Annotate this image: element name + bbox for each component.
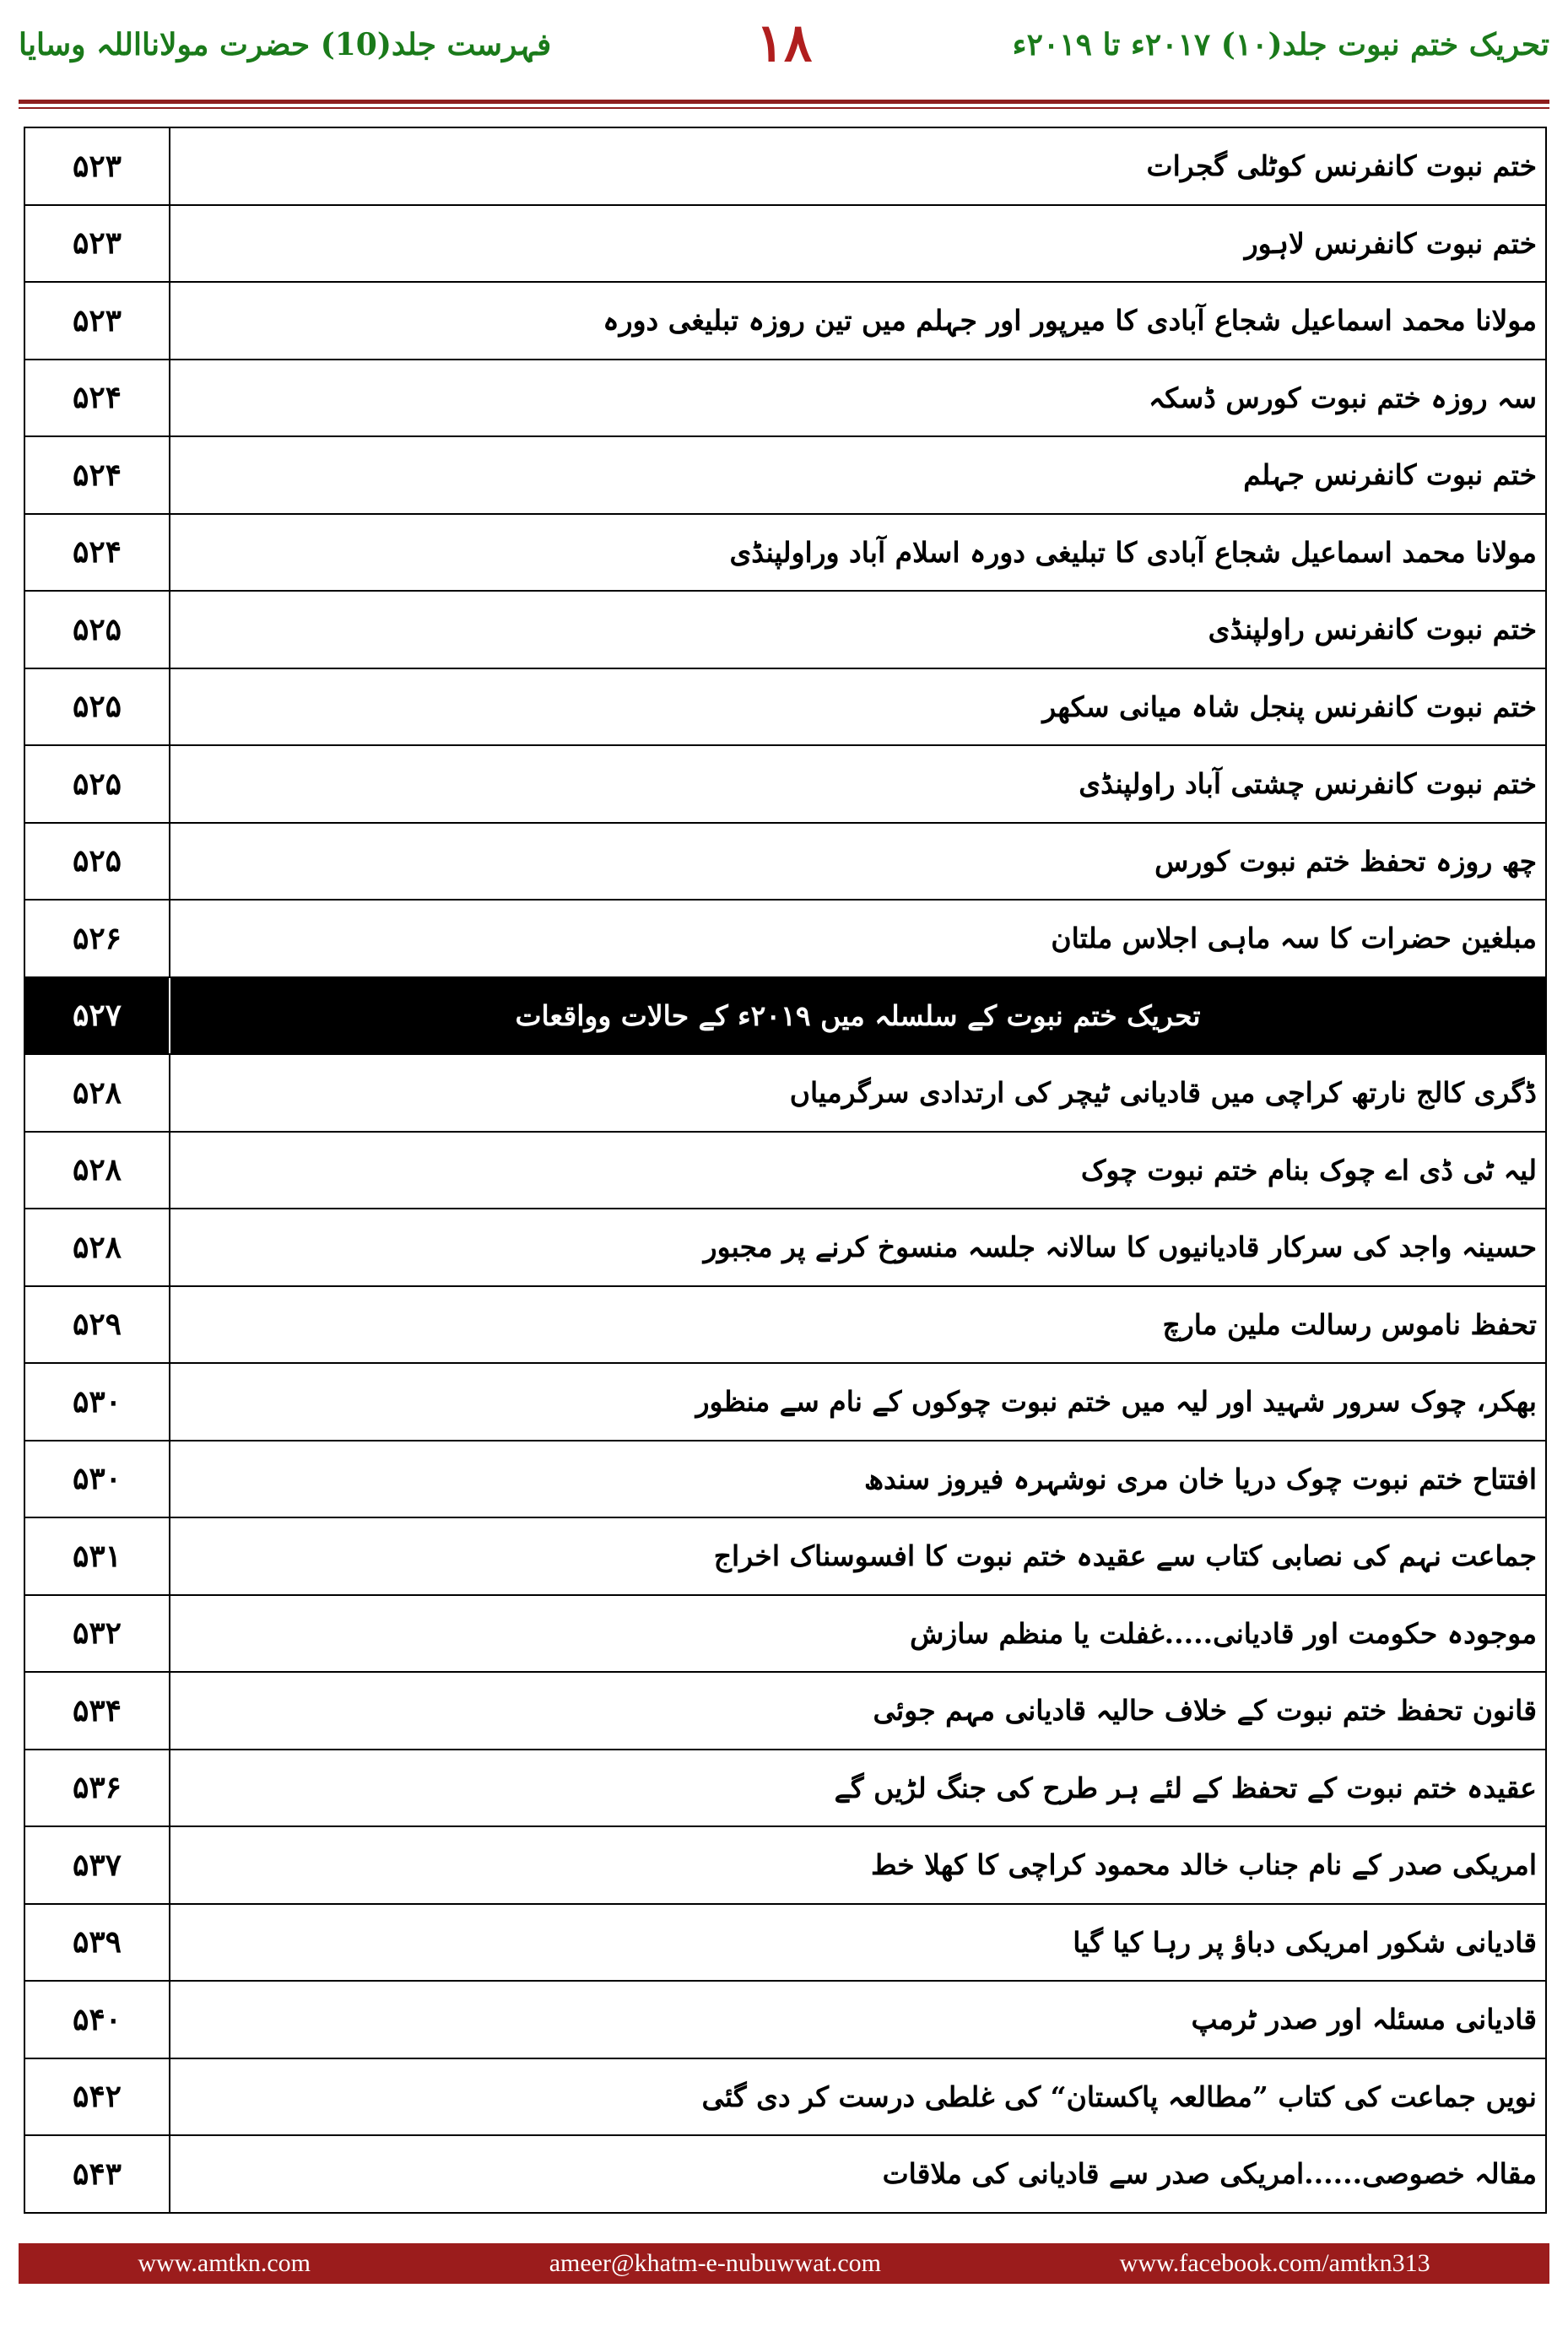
table-row [24, 1594, 1547, 1674]
table-row [24, 822, 1547, 901]
entry-page-number: ۵۲۴ [25, 515, 170, 591]
entry-page-number: ۵۳۱ [25, 1518, 170, 1594]
entry-title: مقالہ خصوصی......امریکی صدر سے قادیانی کی ملاقات [882, 2157, 1537, 2191]
entry-page-number: ۵۲۵ [25, 669, 170, 745]
entry-page-number: ۵۲۹ [25, 1287, 170, 1363]
entry-title: چھ روزہ تحفظ ختم نبوت کورس [1154, 844, 1537, 878]
table-row [24, 1208, 1547, 1287]
table-row [24, 1980, 1547, 2059]
entry-page-number: ۵۳۲ [25, 1596, 170, 1672]
table-row [24, 435, 1547, 515]
entry-page-number: ۵۲۵ [25, 824, 170, 900]
table-row [24, 2134, 1547, 2214]
table-row [24, 744, 1547, 824]
table-row [24, 590, 1547, 669]
footer-facebook[interactable]: www.facebook.com/amtkn313 [1119, 2249, 1430, 2277]
table-row [24, 668, 1547, 747]
header-rule [19, 100, 1549, 104]
table-row [24, 513, 1547, 592]
table-row [24, 1285, 1547, 1365]
entry-title: قادیانی شکور امریکی دباؤ پر رہا کیا گیا [1073, 1925, 1537, 1959]
entry-page-number: ۵۴۲ [25, 2059, 170, 2135]
entry-title: تحفظ ناموس رسالت ملین مارچ [1162, 1307, 1537, 1341]
entry-page-number: ۵۳۰ [25, 1441, 170, 1517]
table-row [24, 1053, 1547, 1133]
header-rule-thin [19, 107, 1549, 109]
entry-title: بھکر، چوک سرور شہید اور لیہ میں ختم نبوت چوکوں کے نام سے منظور [695, 1385, 1537, 1419]
header-volume-index: فہرست جلد(10) حضرت مولانااللہ وسایا [19, 27, 552, 62]
entry-title: سہ روزہ ختم نبوت کورس ڈسکہ [1148, 381, 1537, 414]
entry-title: موجودہ حکومت اور قادیانی.....غفلت یا منظم سازش [910, 1616, 1537, 1650]
entry-page-number: ۵۳۷ [25, 1827, 170, 1903]
table-row [24, 1825, 1547, 1905]
section-title: تحریک ختم نبوت کے سلسلہ میں ۲۰۱۹ء کے حالات وواقعات [515, 998, 1201, 1032]
section-header-row [24, 976, 1547, 1056]
entry-page-number: ۵۲۷ [25, 978, 170, 1054]
entry-title: امریکی صدر کے نام جناب خالد محمود کراچی کا کھلا خط [870, 1848, 1537, 1882]
table-row [24, 1362, 1547, 1441]
entry-page-number: ۵۲۸ [25, 1055, 170, 1131]
entry-title: ختم نبوت کانفرنس پنجل شاہ میانی سکھر [1042, 690, 1537, 723]
entry-title: نویں جماعت کی کتاب ”مطالعہ پاکستان“ کی غلطی درست کر دی گئی [701, 2080, 1537, 2113]
entry-page-number: ۵۴۰ [25, 1982, 170, 2058]
entry-page-number: ۵۴۳ [25, 2136, 170, 2212]
entry-title: قادیانی مسئلہ اور صدر ٹرمپ [1191, 2003, 1537, 2036]
entry-page-number: ۵۳۰ [25, 1364, 170, 1440]
entry-title: ختم نبوت کانفرنس راولپنڈی [1208, 613, 1537, 646]
footer-website[interactable]: www.amtkn.com [138, 2249, 311, 2277]
entry-page-number: ۵۲۸ [25, 1209, 170, 1285]
entry-title: ختم نبوت کانفرنس جہلم [1243, 458, 1537, 492]
entry-page-number: ۵۳۹ [25, 1905, 170, 1981]
entry-page-number: ۵۲۵ [25, 592, 170, 668]
table-row [24, 1517, 1547, 1596]
table-row [24, 281, 1547, 360]
entry-title: مبلغین حضرات کا سہ ماہی اجلاس ملتان [1051, 922, 1537, 955]
entry-page-number: ۵۲۵ [25, 746, 170, 822]
entry-title: جماعت نہم کی نصابی کتاب سے عقیدہ ختم نبوت کا افسوسناک اخراج [713, 1539, 1537, 1573]
entry-title: لیہ ٹی ڈی اے چوک بنام ختم نبوت چوک [1080, 1153, 1537, 1187]
table-row [24, 1749, 1547, 1828]
footer-email[interactable]: ameer@khatm-e-nubuwwat.com [549, 2249, 881, 2277]
entry-page-number: ۵۲۳ [25, 128, 170, 204]
entry-title: ڈگری کالج نارتھ کراچی میں قادیانی ٹیچر کی ارتدادی سرگرمیاں [789, 1076, 1537, 1110]
entry-title: مولانا محمد اسماعیل شجاع آبادی کا میرپور اور جہلم میں تین روزہ تبلیغی دورہ [603, 304, 1537, 338]
entry-page-number: ۵۳۴ [25, 1673, 170, 1749]
entry-title: قانون تحفظ ختم نبوت کے خلاف حالیہ قادیانی مہم جوئی [873, 1694, 1537, 1728]
entry-title: ختم نبوت کانفرنس چشتی آباد راولپنڈی [1079, 767, 1537, 801]
entry-title: ختم نبوت کانفرنس کوٹلی گجرات [1146, 149, 1537, 183]
page-number: ۱۸ [755, 12, 813, 73]
entry-title: ختم نبوت کانفرنس لاہور [1244, 226, 1537, 260]
page-header [0, 0, 1568, 101]
entry-title: مولانا محمد اسماعیل شجاع آبادی کا تبلیغی دورہ اسلام آباد وراولپنڈی [729, 535, 1537, 569]
table-row [24, 1131, 1547, 1210]
table-row [24, 1440, 1547, 1519]
entry-page-number: ۵۲۶ [25, 901, 170, 976]
entry-page-number: ۵۲۳ [25, 283, 170, 359]
table-row [24, 1671, 1547, 1750]
entry-page-number: ۵۳۶ [25, 1750, 170, 1826]
page-footer [19, 2243, 1549, 2284]
entry-page-number: ۵۲۸ [25, 1133, 170, 1209]
header-book-title: تحریک ختم نبوت جلد(۱۰) ۲۰۱۷ء تا ۲۰۱۹ء [1012, 27, 1549, 62]
table-row [24, 359, 1547, 438]
entry-title: حسینہ واجد کی سرکار قادیانیوں کا سالانہ جلسہ منسوخ کرنے پر مجبور [703, 1230, 1537, 1264]
table-row [24, 2058, 1547, 2137]
table-row [24, 127, 1547, 206]
entry-page-number: ۵۲۴ [25, 437, 170, 513]
entry-page-number: ۵۲۴ [25, 360, 170, 436]
entry-title: عقیدہ ختم نبوت کے تحفظ کے لئے ہر طرح کی جنگ لڑیں گے [834, 1771, 1537, 1804]
table-row [24, 204, 1547, 284]
entry-page-number: ۵۲۳ [25, 206, 170, 282]
table-row [24, 899, 1547, 978]
entry-title: افتتاح ختم نبوت چوک دریا خان مری نوشہرہ فیروز سندھ [864, 1462, 1537, 1496]
table-row [24, 1903, 1547, 1982]
